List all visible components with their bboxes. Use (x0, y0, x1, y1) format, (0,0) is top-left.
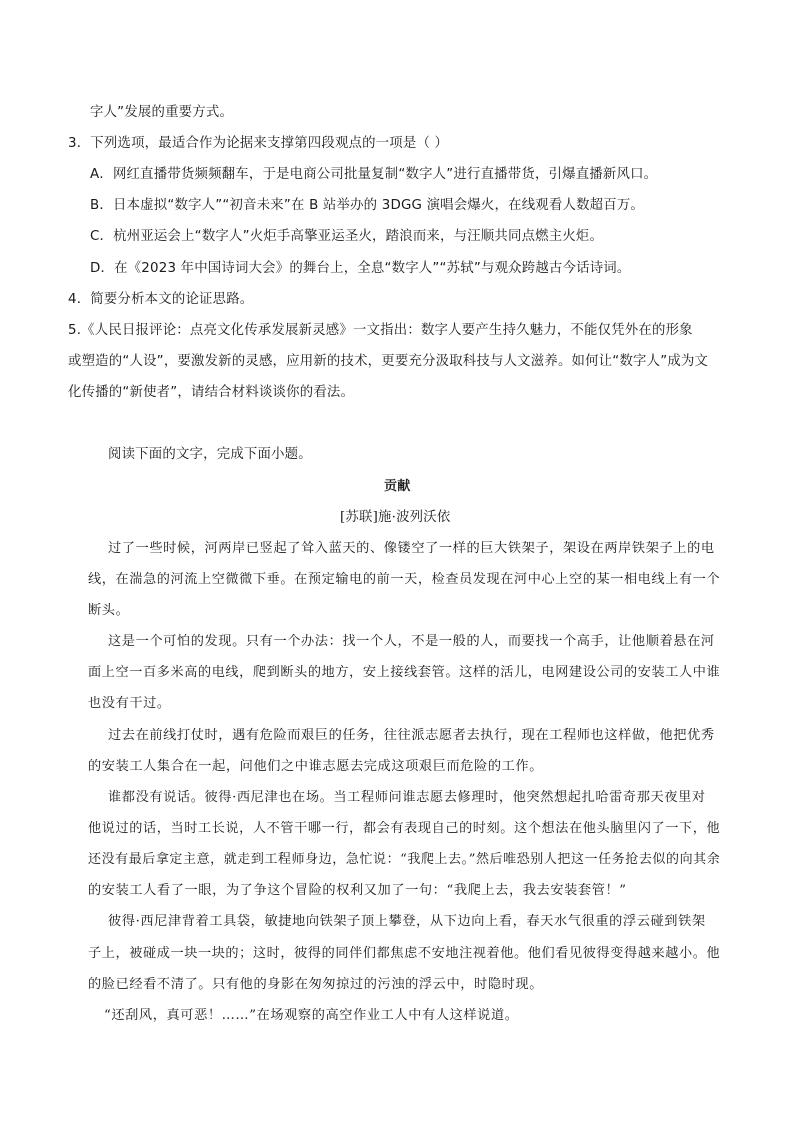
story-line: 谁都没有说话。彼得·西尼津也在场。当工程师问谁志愿去修理时，他突然想起扎哈雷奇那天夜里对 (108, 790, 706, 805)
story-line: 子上，被碰成一块一块的；这时，彼得的同伴们都焦虑不安地注视着他。他们看见彼得变得越来越小。他 (88, 946, 721, 961)
story-line: 这是一个可怕的发现。只有一个办法：找一个人，不是一般的人，而要找一个高手，让他顺着悬在河 (108, 634, 715, 649)
question-5-line-1: 5.《人民日报评论：点亮文化传承发展新灵感》一文指出：数字人要产生持久魅力，不能仅凭外在的形象 (68, 323, 693, 338)
question-4: 4．简要分析本文的论证思路。 (68, 292, 254, 307)
reading-title: 贡献 (384, 479, 411, 494)
story-line: 面上空一百多米高的电线，爬到断头的地方，安上接线套管。这样的活儿，电网建设公司的安装工人中谁 (88, 665, 721, 680)
question-3-stem: 3．下列选项，最适合作为论据来支撑第四段观点的一项是（ ） (68, 136, 449, 151)
question-3-option-a: A．网红直播带货频频翻车，于是电商公司批量复制“数字人”进行直播带货，引爆直播新风口。 (90, 167, 658, 182)
question-3-option-d: D．在《2023 年中国诗词大会》的舞台上，全息“数字人”“苏轼”与观众跨越古今话诗词。 (90, 261, 631, 276)
story-line: “还刮风，真可恶！……”在场观察的高空作业工人中有人这样说道。 (104, 1008, 519, 1023)
reading-author: [苏联]施·波列沃依 (340, 510, 451, 525)
story-line: 线，在湍急的河流上空微微下垂。在预定输电的前一天，检查员发现在河中心上空的某一相电线上有一个 (88, 572, 721, 587)
question-5-line-2: 或塑造的“人设”，要激发新的灵感，应用新的技术，更要充分汲取科技与人文滋养。如何让“数字人”成为文 (68, 354, 709, 369)
story-line: 也没有干过。 (88, 696, 171, 711)
question-5-line-3: 化传播的“新使者”，请结合材料谈谈你的看法。 (68, 385, 355, 400)
story-line: 的脸已经看不清了。只有他的身影在匆匆掠过的污浊的浮云中，时隐时现。 (88, 977, 543, 992)
question-3-option-b: B．日本虚拟“数字人”“初音未来”在 B 站举办的 3DGG 演唱会爆火，在线观看人数超百万。 (90, 198, 645, 213)
story-line: 过了一些时候，河两岸已竖起了耸入蓝天的、像镂空了一样的巨大铁架子，架设在两岸铁架子上的电 (108, 541, 715, 556)
story-line: 还没有最后拿定主意，就走到工程师身边，急忙说：“我爬上去。”然后唯恐别人把这一任务抢去似的向其余 (88, 852, 721, 867)
question-3-option-c: C．杭州亚运会上“数字人”火炬手高擎亚运圣火，踏浪而来，与汪顺共同点燃主火炬。 (90, 229, 604, 244)
story-line: 的安装工人集合在一起，问他们之中谁志愿去完成这项艰巨而危险的工作。 (88, 759, 543, 774)
story-line: 彼得·西尼津背着工具袋，敏捷地向铁架子顶上攀登，从下边向上看，春天水气很重的浮云碰到铁架 (108, 914, 706, 929)
question-2-tail: 字人”发展的重要方式。 (90, 105, 234, 120)
reading-instruction: 阅读下面的文字，完成下面小题。 (108, 447, 312, 462)
story-line: 过去在前线打仗时，遇有危险而艰巨的任务，往往派志愿者去执行，现在工程师也这样做，他把优秀 (108, 728, 715, 743)
story-line: 断头。 (88, 603, 130, 618)
story-line: 的安装工人看了一眼，为了争这个冒险的权利又加了一句：“我爬上去，我去安装套管！” (88, 883, 627, 898)
story-line: 他说过的话，当时工长说，人不管干哪一行，都会有表现自己的时刻。这个想法在他头脑里闪了一下，他 (88, 821, 721, 836)
